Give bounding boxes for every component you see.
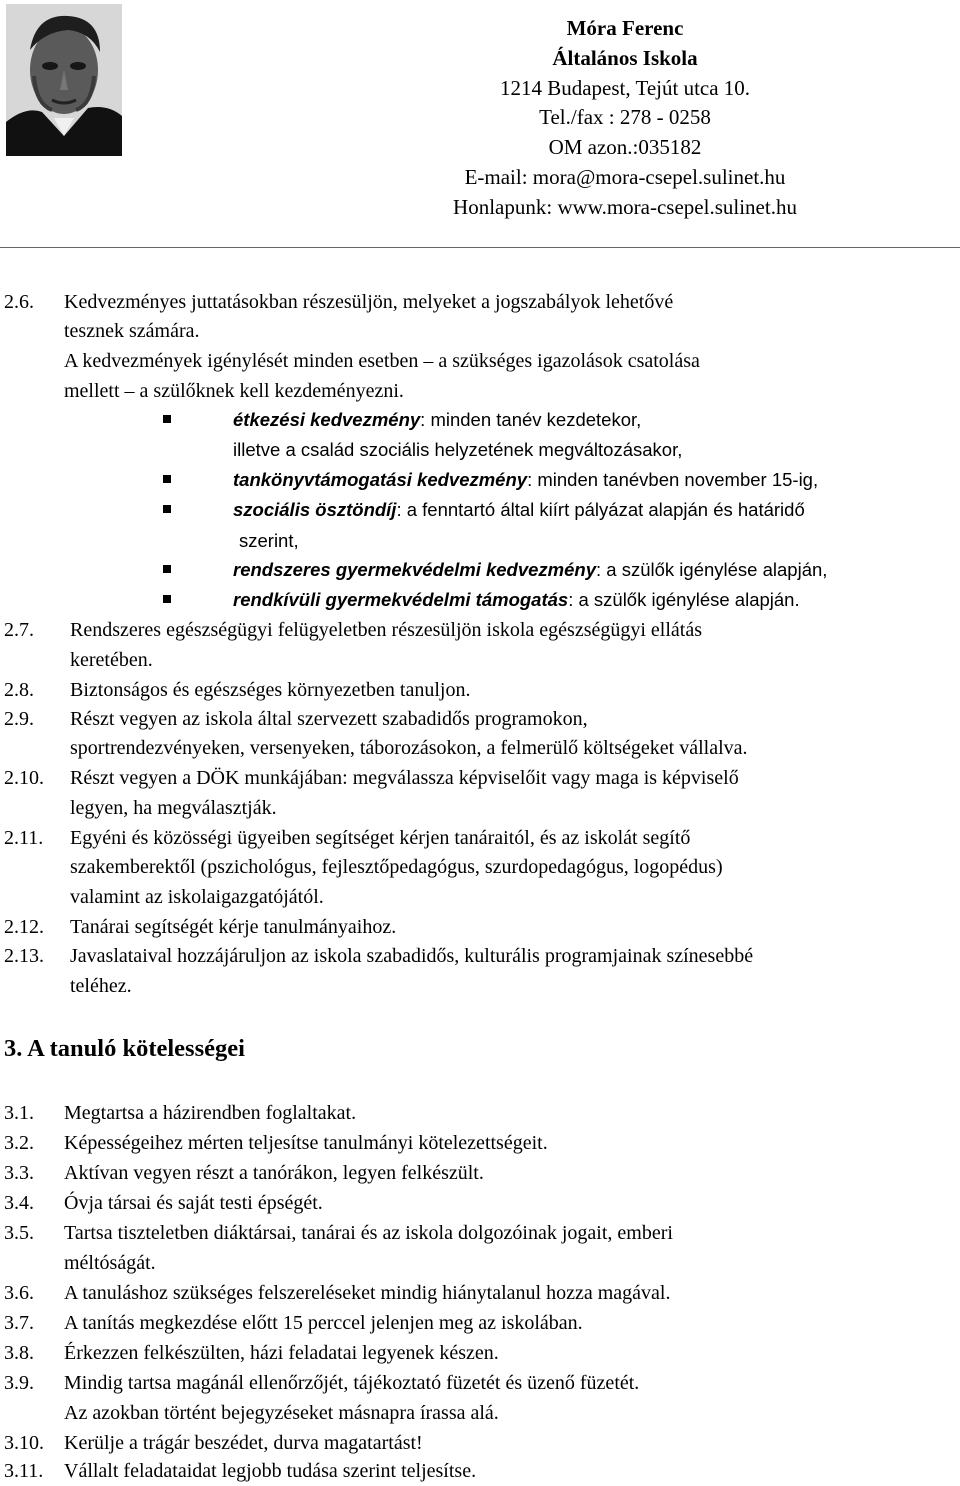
- school-om-id: OM azon.:035182: [548, 135, 702, 160]
- item-text: A kedvezmények igénylését minden esetben – a szükséges igazolások csatolása: [64, 350, 700, 372]
- header-divider: [0, 247, 960, 248]
- item-text: Érkezzen felkészülten, házi feladatai legyenek készen.: [64, 1342, 499, 1364]
- school-address: 1214 Budapest, Tejút utca 10.: [499, 75, 751, 100]
- item-text: Megtartsa a házirendben foglaltakat.: [64, 1102, 357, 1124]
- benefit-term: étkezési kedvezmény: [233, 409, 421, 430]
- item-text: Képességeihez mérten teljesítse tanulmányi kötelezettségeit.: [64, 1132, 548, 1154]
- section-heading: 3. A tanuló kötelességei: [4, 1035, 245, 1062]
- bullet-icon: [163, 595, 171, 603]
- benefit-desc: : minden tanév kezdetekor,: [420, 409, 642, 430]
- benefit-desc: : a szülők igénylése alapján.: [568, 589, 800, 610]
- bullet-item: [233, 405, 641, 435]
- bullet-icon: [163, 565, 171, 573]
- item-number: 3.2.: [4, 1132, 34, 1154]
- item-number: 2.6.: [4, 291, 34, 313]
- item-text: legyen, ha megválasztják.: [70, 797, 277, 819]
- bullet-item: [233, 585, 800, 615]
- item-text: Mindig tartsa magánál ellenőrzőjét, tájékoztató füzetét és üzenő füzetét.: [64, 1372, 640, 1394]
- item-text: Rendszeres egészségügyi felügyeletben részesüljön iskola egészségügyi ellátás: [70, 619, 703, 641]
- item-number: 3.3.: [4, 1162, 34, 1184]
- item-text: sportrendezvényeken, versenyeken, táborozásokon, a felmerülő költségeket vállalva.: [70, 737, 748, 759]
- item-number: 3.8.: [4, 1342, 34, 1364]
- bullet-item: [233, 495, 805, 525]
- item-number: 2.10.: [4, 767, 44, 789]
- item-text: Egyéni és közösségi ügyeiben segítséget kérjen tanáraitól, és az iskolát segítő: [70, 827, 691, 849]
- bullet-item: [233, 465, 818, 495]
- item-text: A tanítás megkezdése előtt 15 perccel jelenjen meg az iskolában.: [64, 1312, 583, 1334]
- item-text: Részt vegyen a DÖK munkájában: megválassza képviselőit vagy maga is képviselő: [70, 767, 739, 789]
- item-text: Kedvezményes juttatásokban részesüljön, melyeket a jogszabályok lehetővé: [64, 291, 674, 313]
- item-number: 3.7.: [4, 1312, 34, 1334]
- item-text: Kerülje a trágár beszédet, durva magatartást!: [64, 1432, 423, 1454]
- benefit-desc: : a szülők igénylése alapján,: [596, 559, 828, 580]
- item-number: 2.9.: [4, 708, 34, 730]
- benefit-term: rendkívüli gyermekvédelmi támogatás: [233, 589, 569, 610]
- item-number: 3.9.: [4, 1372, 34, 1394]
- item-number: 2.13.: [4, 945, 44, 967]
- school-header: [300, 14, 950, 223]
- item-text: szakemberektől (pszichológus, fejlesztőpedagógus, szurdopedagógus, logopédus): [70, 856, 723, 878]
- bullet-item: [233, 555, 827, 585]
- item-text: Óvja társai és saját testi épségét.: [64, 1192, 323, 1214]
- item-text: A tanuláshoz szükséges felszereléseket mindig hiánytalanul hozza magával.: [64, 1282, 671, 1304]
- school-name: Móra Ferenc: [566, 16, 684, 40]
- item-number: 3.11.: [4, 1460, 44, 1482]
- school-email: E-mail: mora@mora-csepel.sulinet.hu: [464, 164, 786, 189]
- item-number: 2.11.: [4, 827, 44, 849]
- item-text: Javaslataival hozzájáruljon az iskola szabadidős, kulturális programjainak színesebbé: [70, 945, 754, 967]
- benefit-term: rendszeres gyermekvédelmi kedvezmény: [233, 559, 597, 580]
- item-text: tesznek számára.: [64, 320, 200, 342]
- item-text: Biztonságos és egészséges környezetben tanuljon.: [70, 679, 471, 701]
- item-number: 3.1.: [4, 1102, 34, 1124]
- item-text: keretében.: [70, 649, 153, 671]
- item-text: Vállalt feladataidat legjobb tudása szerint teljesítse.: [64, 1460, 477, 1482]
- benefit-term: tankönyvtámogatási kedvezmény: [233, 469, 528, 490]
- bullet-icon: [163, 415, 171, 423]
- bullet-continuation: illetve a család szociális helyzetének megváltozásakor,: [233, 439, 683, 460]
- bullet-continuation: szerint,: [239, 530, 299, 551]
- item-number: 3.10.: [4, 1432, 44, 1454]
- item-number: 3.4.: [4, 1192, 34, 1214]
- item-number: 3.6.: [4, 1282, 34, 1304]
- benefit-desc: : a fenntartó által kiírt pályázat alapján és határidő: [396, 499, 805, 520]
- item-number: 2.8.: [4, 679, 34, 701]
- item-text: Részt vegyen az iskola által szervezett szabadidős programokon,: [70, 708, 588, 730]
- item-text: Tartsa tiszteletben diáktársai, tanárai és az iskola dolgozóinak jogait, emberi: [64, 1222, 673, 1244]
- school-type: Általános Iskola: [552, 45, 698, 70]
- item-text: teléhez.: [70, 975, 132, 997]
- bullet-icon: [163, 505, 171, 513]
- item-number: 2.12.: [4, 916, 44, 938]
- item-text: méltóságát.: [64, 1252, 156, 1274]
- portrait-photo: [6, 4, 122, 156]
- item-text: mellett – a szülőknek kell kezdeményezni.: [64, 380, 404, 402]
- item-text: Aktívan vegyen részt a tanórákon, legyen felkészült.: [64, 1162, 484, 1184]
- item-number: 2.7.: [4, 619, 34, 641]
- item-number: 3.5.: [4, 1222, 34, 1244]
- bullet-icon: [163, 475, 171, 483]
- item-text: Tanárai segítségét kérje tanulmányaihoz.: [70, 916, 397, 938]
- item-text: Az azokban történt bejegyzéseket másnapra írassa alá.: [64, 1402, 499, 1424]
- benefit-term: szociális ösztöndíj: [233, 499, 397, 520]
- item-text: valamint az iskolaigazgatójától.: [70, 886, 324, 908]
- school-website: Honlapunk: www.mora-csepel.sulinet.hu: [453, 194, 797, 219]
- school-phone: Tel./fax : 278 - 0258: [539, 105, 711, 130]
- benefit-desc: : minden tanévben november 15-ig,: [527, 469, 819, 490]
